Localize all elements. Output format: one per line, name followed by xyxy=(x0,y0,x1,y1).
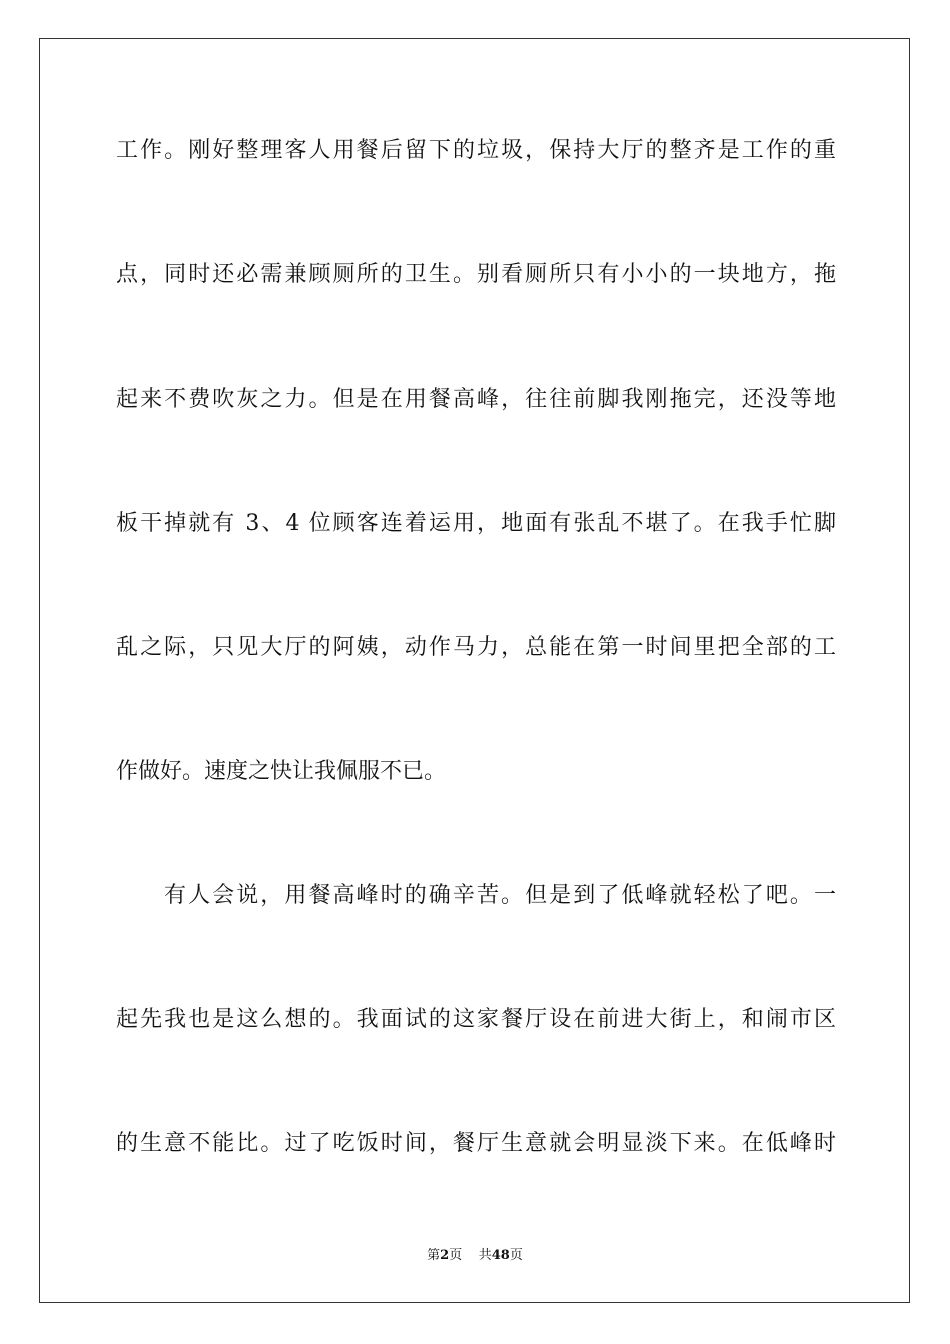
paragraph-line-3: 起来不费吹灰之力。但是在用餐高峰，往往前脚我刚拖完，还没等地 xyxy=(116,387,836,412)
paragraph-line-1: 工作。刚好整理客人用餐后留下的垃圾，保持大厅的整齐是工作的重 xyxy=(116,138,836,163)
paragraph-line-8: 起先我也是这么想的。我面试的这家餐厅设在前进大街上，和闹市区 xyxy=(116,1007,836,1032)
footer-total-pages: 48 xyxy=(491,1248,510,1263)
paragraph-line-7: 有人会说，用餐高峰时的确辛苦。但是到了低峰就轻松了吧。一 xyxy=(164,883,836,908)
footer-prefix: 第 xyxy=(427,1248,441,1263)
footer-page-unit: 页 xyxy=(449,1248,463,1263)
paragraph-line-6: 作做好。速度之快让我佩服不已。 xyxy=(116,759,447,784)
page-border xyxy=(39,38,910,1303)
paragraph-line-2: 点，同时还必需兼顾厕所的卫生。别看厕所只有小小的一块地方，拖 xyxy=(116,262,836,287)
footer-page-number: 2 xyxy=(440,1248,450,1263)
footer-total-unit: 页 xyxy=(509,1248,523,1263)
footer-total-prefix: 共 xyxy=(478,1248,492,1263)
paragraph-line-9: 的生意不能比。过了吃饭时间，餐厅生意就会明显淡下来。在低峰时 xyxy=(116,1131,836,1156)
paragraph-line-4: 板干掉就有 3、4 位顾客连着运用，地面有张乱不堪了。在我手忙脚 xyxy=(116,511,836,536)
page-footer xyxy=(0,1247,950,1265)
paragraph-line-5: 乱之际，只见大厅的阿姨，动作马力，总能在第一时间里把全部的工 xyxy=(116,635,836,660)
